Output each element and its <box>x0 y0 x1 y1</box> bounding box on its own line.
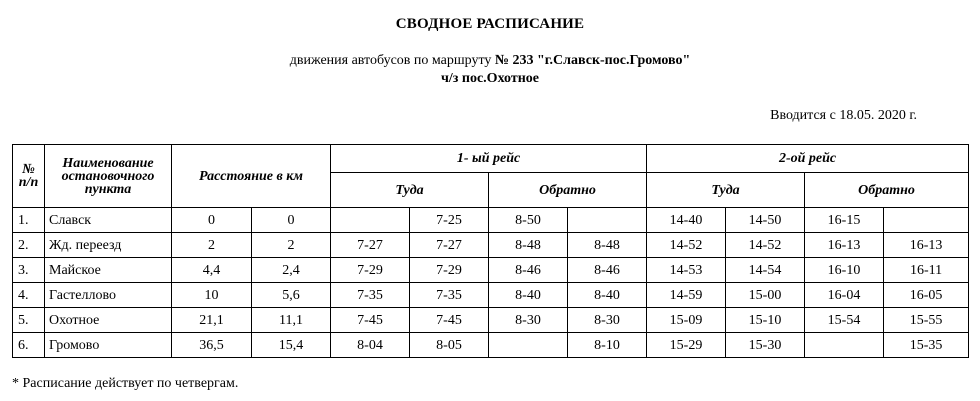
cell-time <box>805 333 884 358</box>
cell-stop-name: Жд. переезд <box>45 233 172 258</box>
cell-time: 14-54 <box>726 258 805 283</box>
cell-stop-name: Майское <box>45 258 172 283</box>
table-row <box>13 333 969 358</box>
cell-time: 7-35 <box>331 283 410 308</box>
cell-time: 7-27 <box>331 233 410 258</box>
cell-time: 8-46 <box>568 258 647 283</box>
cell-time: 16-15 <box>805 208 884 233</box>
effective-date: Вводится с 18.05. 2020 г. <box>770 108 917 123</box>
cell-time: 14-52 <box>726 233 805 258</box>
cell-time <box>568 208 647 233</box>
cell-num: 6. <box>13 333 45 358</box>
cell-num: 3. <box>13 258 45 283</box>
cell-time: 14-50 <box>726 208 805 233</box>
header-distance: Расстояние в км <box>172 145 331 208</box>
cell-time: 8-40 <box>568 283 647 308</box>
cell-time: 16-04 <box>805 283 884 308</box>
cell-time: 16-13 <box>884 233 969 258</box>
cell-distance-total: 4,4 <box>172 258 252 283</box>
cell-time: 15-35 <box>884 333 969 358</box>
cell-time: 8-48 <box>489 233 568 258</box>
cell-stop-name: Гастеллово <box>45 283 172 308</box>
cell-distance-total: 0 <box>172 208 252 233</box>
cell-distance-segment: 5,6 <box>252 283 331 308</box>
cell-time: 14-59 <box>647 283 726 308</box>
cell-num: 4. <box>13 283 45 308</box>
cell-time: 8-46 <box>489 258 568 283</box>
cell-distance-segment: 11,1 <box>252 308 331 333</box>
cell-distance-total: 2 <box>172 233 252 258</box>
cell-num: 2. <box>13 233 45 258</box>
cell-time <box>884 208 969 233</box>
header-num: № п/п <box>13 145 45 208</box>
cell-time: 7-27 <box>410 233 489 258</box>
cell-time <box>489 333 568 358</box>
cell-time: 8-04 <box>331 333 410 358</box>
page-title: СВОДНОЕ РАСПИСАНИЕ <box>395 16 585 32</box>
cell-time: 15-30 <box>726 333 805 358</box>
cell-time: 14-40 <box>647 208 726 233</box>
cell-time: 15-10 <box>726 308 805 333</box>
footnote: * Расписание действует по четвергам. <box>12 376 239 391</box>
table-row <box>13 283 969 308</box>
cell-time: 14-53 <box>647 258 726 283</box>
cell-time: 8-30 <box>489 308 568 333</box>
schedule-table <box>12 144 969 358</box>
table-row <box>13 208 969 233</box>
cell-time: 8-30 <box>568 308 647 333</box>
cell-stop-name: Охотное <box>45 308 172 333</box>
route-via: ч/з пос.Охотное <box>440 71 540 86</box>
cell-distance-total: 10 <box>172 283 252 308</box>
cell-time: 7-45 <box>410 308 489 333</box>
header-stop-name: Наименование остановочного пункта <box>45 145 172 208</box>
header-trip2-back: Обратно <box>805 173 969 208</box>
cell-time: 16-05 <box>884 283 969 308</box>
cell-time: 16-10 <box>805 258 884 283</box>
cell-time: 7-29 <box>410 258 489 283</box>
header-trip-2: 2-ой рейс <box>647 145 969 173</box>
cell-time: 15-55 <box>884 308 969 333</box>
cell-time: 16-11 <box>884 258 969 283</box>
cell-num: 5. <box>13 308 45 333</box>
cell-time: 14-52 <box>647 233 726 258</box>
cell-distance-total: 21,1 <box>172 308 252 333</box>
header-trip2-there: Туда <box>647 173 805 208</box>
subtitle-prefix: движения автобусов по маршруту <box>289 53 492 68</box>
cell-time: 7-29 <box>331 258 410 283</box>
header-trip1-back: Обратно <box>489 173 647 208</box>
cell-time: 7-35 <box>410 283 489 308</box>
cell-time: 16-13 <box>805 233 884 258</box>
cell-time: 15-09 <box>647 308 726 333</box>
table-row <box>13 258 969 283</box>
route-label: № 233 "г.Славск-пос.Громово" <box>494 53 691 68</box>
cell-distance-total: 36,5 <box>172 333 252 358</box>
cell-distance-segment: 15,4 <box>252 333 331 358</box>
cell-time: 7-25 <box>410 208 489 233</box>
cell-time: 7-45 <box>331 308 410 333</box>
cell-time <box>331 208 410 233</box>
table-row <box>13 233 969 258</box>
header-trip-1: 1- ый рейс <box>331 145 647 173</box>
cell-time: 8-05 <box>410 333 489 358</box>
header-trip1-there: Туда <box>331 173 489 208</box>
cell-num: 1. <box>13 208 45 233</box>
cell-time: 8-40 <box>489 283 568 308</box>
cell-time: 15-54 <box>805 308 884 333</box>
cell-stop-name: Славск <box>45 208 172 233</box>
cell-time: 15-00 <box>726 283 805 308</box>
cell-stop-name: Громово <box>45 333 172 358</box>
route-subtitle <box>0 53 980 69</box>
cell-distance-segment: 2 <box>252 233 331 258</box>
cell-time: 15-29 <box>647 333 726 358</box>
cell-time: 8-50 <box>489 208 568 233</box>
cell-time: 8-48 <box>568 233 647 258</box>
cell-distance-segment: 0 <box>252 208 331 233</box>
cell-distance-segment: 2,4 <box>252 258 331 283</box>
table-row <box>13 308 969 333</box>
cell-time: 8-10 <box>568 333 647 358</box>
